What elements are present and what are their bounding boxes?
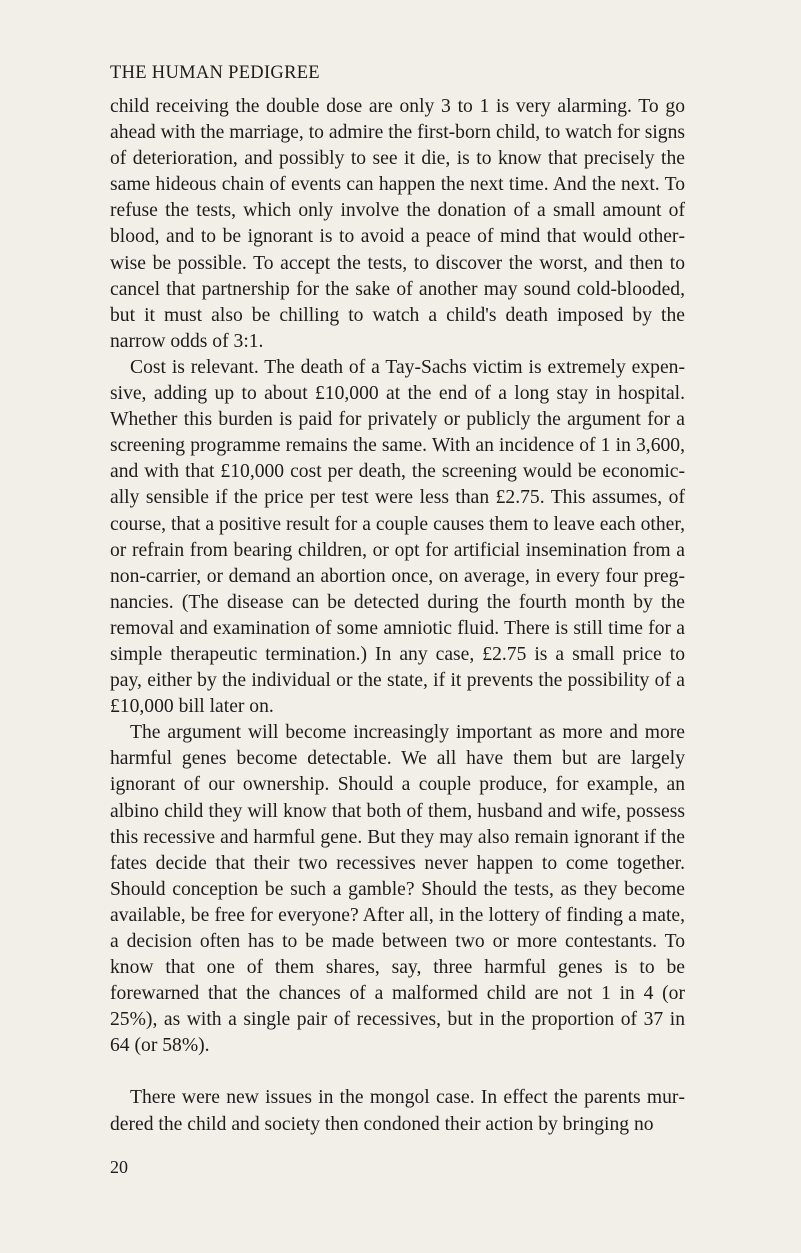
paragraph-2: Cost is relevant. The death of a Tay-Sachs victim is extremely expensive, adding up to about £10,000 at the end of a long stay in hospital. Whether this burden is paid for privately or publicly the argument for a screening programme remains the same. With an incidence of 1 in 3,600, and with that £10,000 cost per death, the screening would be economically sensible if the price per test were less than £2.75. This assumes, of course, that a positive result for a couple causes them to leave each other, or refrain from bearing children, or opt for artificial insemination from a non-carrier, or demand an abortion once, on average, in every four pregnancies. (The disease can be detected during the fourth month by the removal and examination of some amniotic fluid. There is still time for a simple therapeutic termination.) In any case, £2.75 is a small price to pay, either by the individual or the state, if it prevents the possibility of a £10,000 bill later on. [110, 356, 685, 718]
running-head: THE HUMAN PEDIGREE [110, 63, 320, 83]
paragraph-4: There were new issues in the mongol case. In effect the parents murdered the child and society then condoned their action by bringing no [110, 1087, 685, 1135]
paragraph-1: child receiving the double dose are only 3 to 1 is very alarming. To go ahead with the marriage, to admire the first-born child, to watch for signs of deterioration, and possibly to see it die, is to know that precisely the same hideous chain of events can happen the next time. And the next. To refuse the tests, which only involve the donation of a small amount of blood, and to be ignorant is to avoid a peace of mind that would otherwise be possible. To accept the tests, to discover the worst, and then to cancel that partnership for the sake of another may sound cold-blooded, but it must also be chilling to watch a child's death imposed by the narrow odds of 3:1. [110, 96, 685, 352]
paragraph-3: The argument will become increasingly important as more and more harmful genes become detectable. We all have them but are largely ignorant of our ownership. Should a couple produce, for example, an albino child they will know that both of them, husband and wife, possess this recessive and harmful gene. But they may also remain ignorant if the fates decide that their two recessives never happen to come together. Should conception be such a gamble? Should the tests, as they become available, be free for everyone? After all, in the lottery of finding a mate, a decision often has to be made between two or more contestants. To know that one of them shares, say, three harmful genes is to be forewarned that the chances of a malformed child are not 1 in 4 (or 25%), as with a single pair of recessives, but in the proportion of 37 in 64 (or 58%). [110, 722, 685, 1057]
page-number: 20 [110, 1157, 128, 1177]
section-break [110, 1059, 685, 1085]
body-text [110, 94, 685, 1138]
